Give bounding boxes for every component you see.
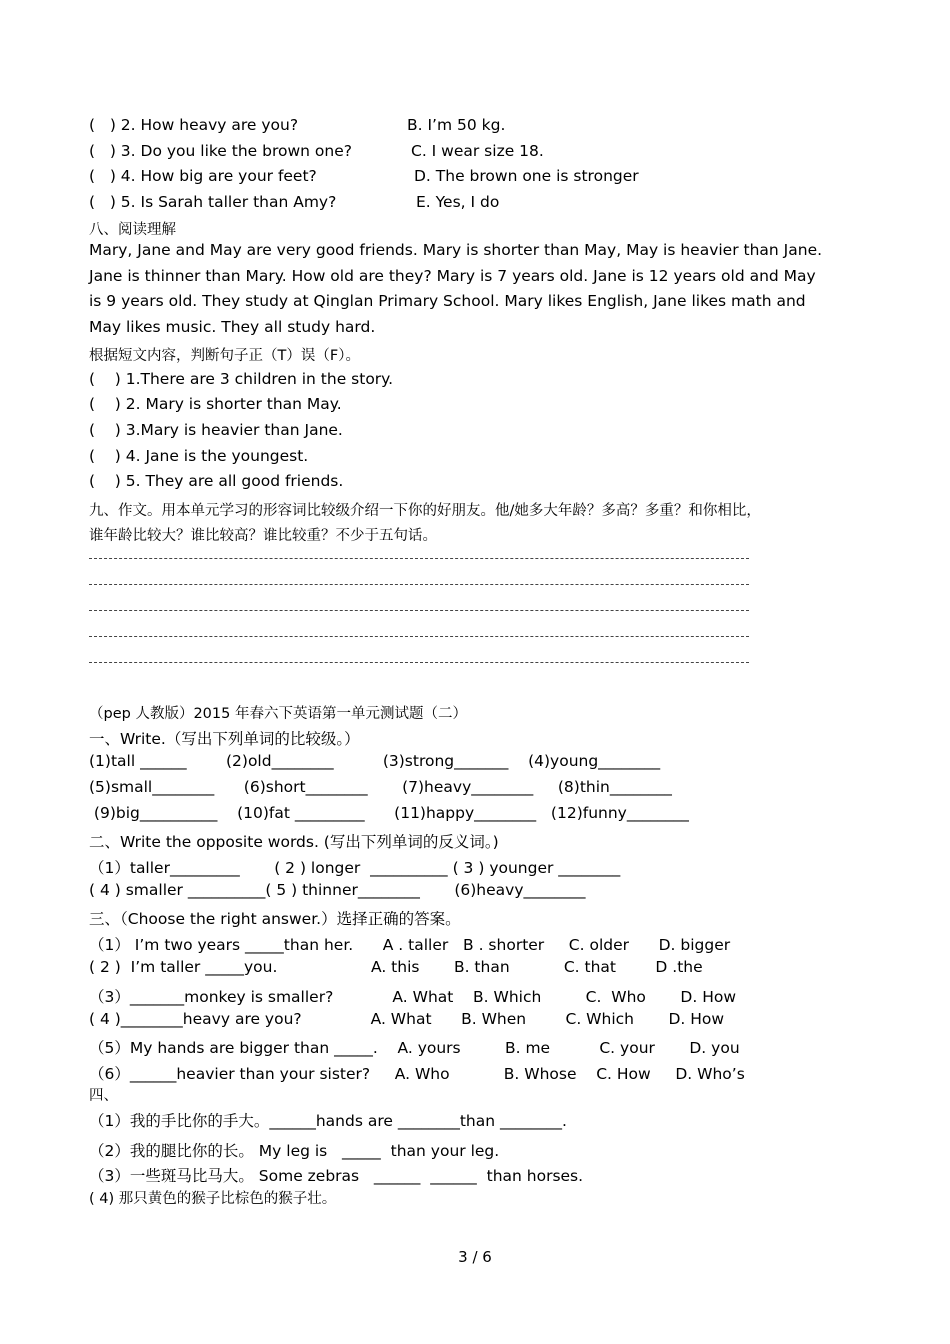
- exercise-row: (5)small________ (6)short________ (7)heavy________ (8)thin________: [89, 778, 672, 796]
- matching-answer: C. I wear size 18.: [411, 142, 544, 160]
- matching-answer: E. Yes, I do: [416, 193, 500, 211]
- passage-line: May likes music. They all study hard.: [89, 318, 376, 336]
- part-heading: 一、Write.（写出下列单词的比较级。）: [89, 730, 360, 748]
- matching-question: ( ) 4. How big are your feet?: [89, 167, 317, 185]
- matching-question: ( ) 3. Do you like the brown one?: [89, 142, 352, 160]
- exercise-row: （6）______heavier than your sister? A. Who B. Whose C. How D. Who’s: [89, 1065, 745, 1083]
- exercise-row: （5）My hands are bigger than _____. A. yours B. me C. your D. you: [89, 1039, 740, 1057]
- passage-line: is 9 years old. They study at Qinglan Primary School. Mary likes English, Jane likes math and: [89, 292, 806, 310]
- exercise-row: （3）_______monkey is smaller? A. What B. Which C. Who D. How: [89, 988, 737, 1006]
- matching-question: ( ) 2. How heavy are you?: [89, 116, 299, 134]
- tf-item: ( ) 4. Jane is the youngest.: [89, 447, 309, 465]
- exercise-row: ( 2 ) I’m taller _____you. A. this B. than C. that D .the: [89, 958, 703, 976]
- exercise-row: (9)big__________ (10)fat _________ (11)happy________ (12)funny________: [89, 804, 689, 822]
- exercise-row: ( 4 ) smaller __________( 5 ) thinner________ (6)heavy________: [89, 881, 586, 899]
- matching-answer: B. I’m 50 kg.: [407, 116, 506, 134]
- exercise-row: （1）taller_________ ( 2 ) longer __________ ( 3 ) younger ________: [89, 859, 621, 877]
- writing-line: [89, 584, 749, 585]
- exercise-row: ( 4 )________heavy are you? A. What B. When C. Which D. How: [89, 1010, 725, 1028]
- writing-line: [89, 558, 749, 559]
- tf-item: ( ) 1.There are 3 children in the story.: [89, 370, 394, 388]
- writing-line: [89, 636, 749, 637]
- part-heading: 四、: [89, 1088, 118, 1104]
- section-heading: 九、作文。用本单元学习的形容词比较级介绍一下你的好朋友。他/她多大年龄？多高？多重？和你相比，: [89, 503, 761, 519]
- passage-line: Mary, Jane and May are very good friends. Mary is shorter than May, May is heavier than Jane.: [89, 241, 823, 259]
- section-heading: 谁年龄比较大？谁比较高？谁比较重？不少于五句话。: [89, 528, 437, 544]
- part-heading: 二、Write the opposite words. (写出下列单词的反义词。): [89, 833, 499, 851]
- matching-answer: D. The brown one is stronger: [414, 167, 639, 185]
- exercise-row: （1） I’m two years _____than her. A . taller B . shorter C. older D. bigger: [89, 936, 731, 954]
- exercise-row: （3）一些斑马比马大。 Some zebras ______ ______ than horses.: [89, 1167, 584, 1185]
- writing-line: [89, 662, 749, 663]
- writing-line: [89, 610, 749, 611]
- exercise-row: (1)tall ______ (2)old________ (3)strong_______ (4)young________: [89, 752, 661, 770]
- tf-instruction: 根据短文内容，判断句子正（T）误（F）。: [89, 348, 360, 364]
- exercise-row: （2）我的腿比你的长。 My leg is _____ than your leg.: [89, 1142, 500, 1160]
- section-heading: 八、阅读理解: [89, 222, 176, 238]
- tf-item: ( ) 5. They are all good friends.: [89, 472, 344, 490]
- tf-item: ( ) 2. Mary is shorter than May.: [89, 395, 342, 413]
- part-heading: 三、（Choose the right answer.）选择正确的答案。: [89, 910, 461, 928]
- test-title: （pep 人教版）2015 年春六下英语第一单元测试题（二）: [89, 706, 467, 722]
- passage-line: Jane is thinner than Mary. How old are they? Mary is 7 years old. Jane is 12 years old and May: [89, 267, 816, 285]
- matching-question: ( ) 5. Is Sarah taller than Amy?: [89, 193, 337, 211]
- tf-item: ( ) 3.Mary is heavier than Jane.: [89, 421, 343, 439]
- exercise-row: ( 4) 那只黄色的猴子比棕色的猴子壮。: [89, 1191, 337, 1207]
- page-number: 3 / 6: [458, 1248, 492, 1266]
- exercise-row: （1）我的手比你的手大。______hands are ________than ________.: [89, 1112, 567, 1130]
